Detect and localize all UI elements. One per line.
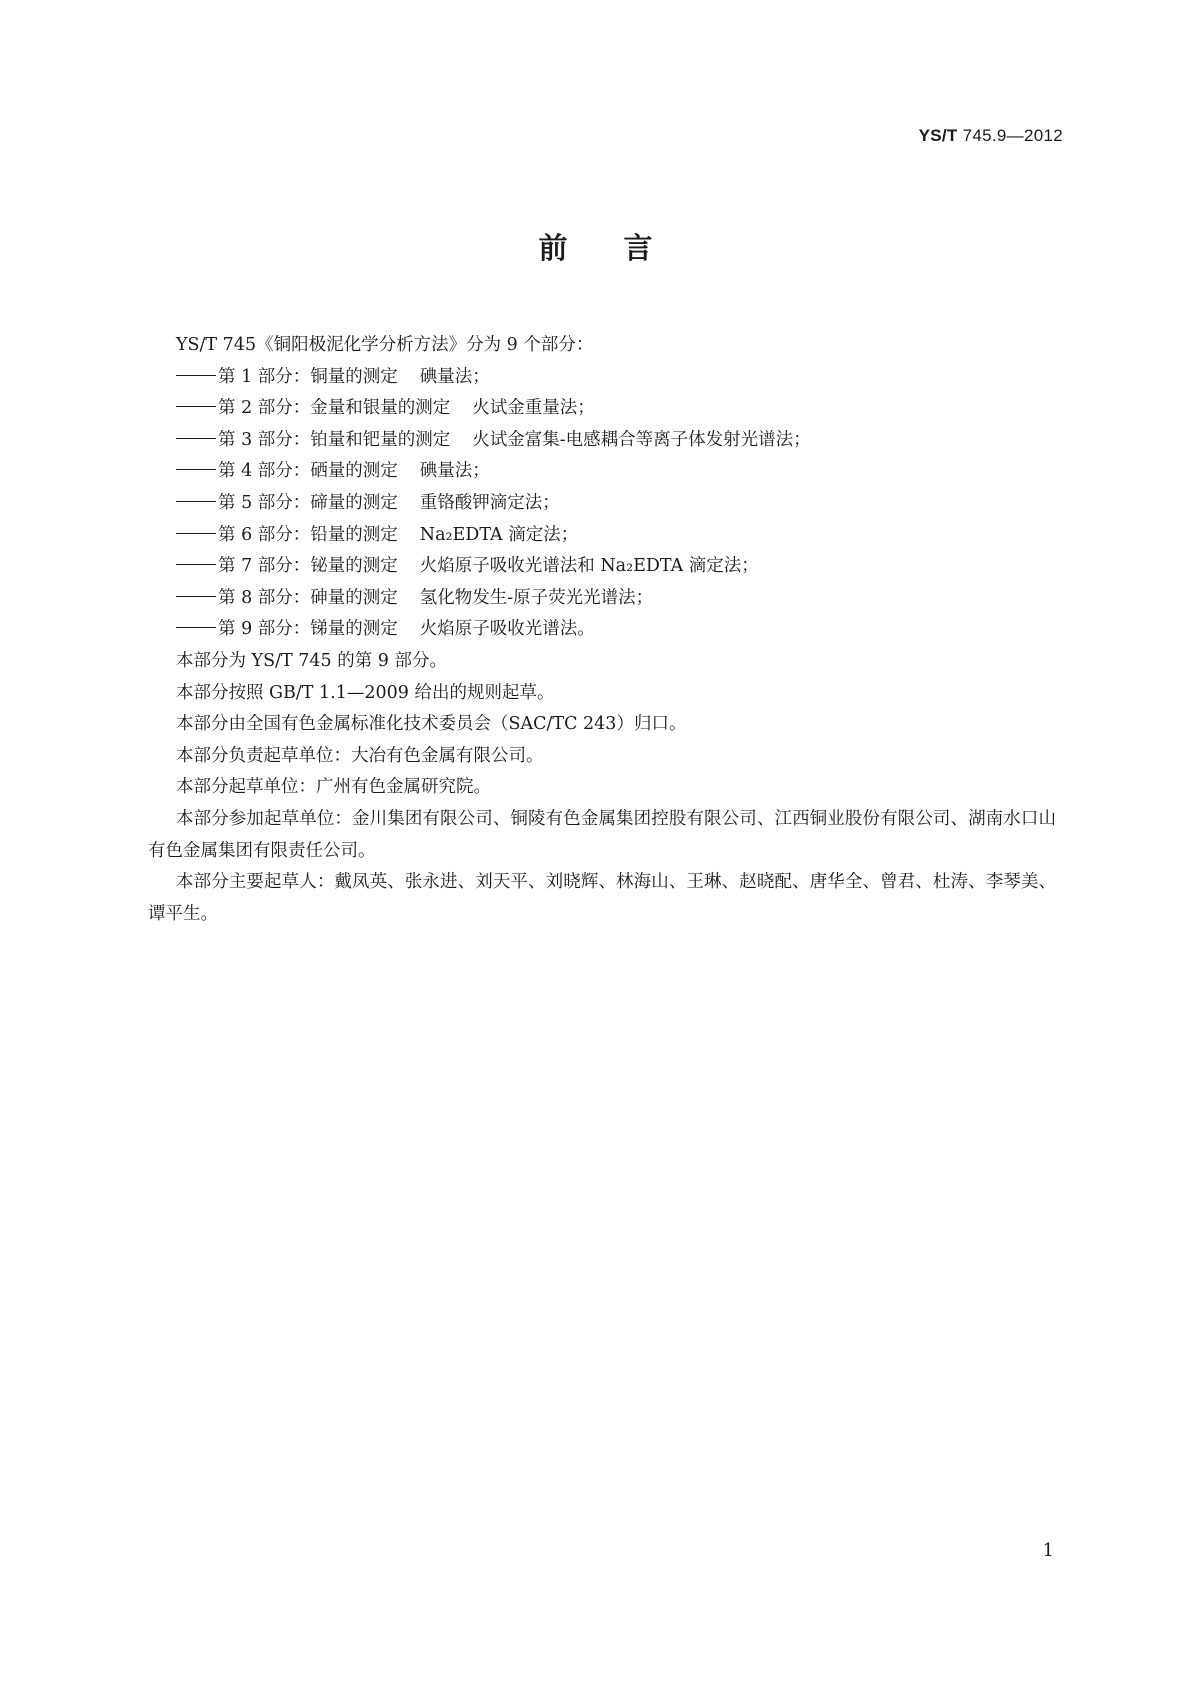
- part-label: 第 7 部分：铋量的测定: [218, 556, 398, 577]
- part-label: 第 9 部分：锑量的测定: [218, 619, 398, 640]
- standard-code: [919, 126, 1063, 146]
- part-method: 碘量法；: [419, 461, 490, 482]
- list-item: [148, 614, 1056, 646]
- standard-prefix: YS/T: [918, 126, 958, 145]
- paragraph: 本部分起草单位：广州有色金属研究院。: [176, 777, 491, 798]
- em-dash-mark: [176, 627, 216, 628]
- part-method: 火焰原子吸收光谱法和 Na₂EDTA 滴定法；: [419, 556, 759, 577]
- part-label: 第 5 部分：碲量的测定: [218, 492, 398, 513]
- intro-paragraph: YS/T 745《铜阳极泥化学分析方法》分为 9 个部分：: [176, 335, 594, 355]
- standard-number: 745.9—2012: [957, 126, 1063, 145]
- foreword-body: [148, 330, 1056, 930]
- paragraph: 本部分主要起草人：戴凤英、张永进、刘天平、刘晓辉、林海山、王琳、赵晓配、唐华全、曾君、杜涛、李琴美、谭平生。: [148, 872, 1056, 924]
- paragraph: 本部分为 YS/T 745 的第 9 部分。: [176, 650, 447, 671]
- list-item: [148, 456, 1056, 488]
- em-dash-mark: [176, 533, 216, 534]
- part-label: 第 4 部分：硒量的测定: [218, 461, 398, 482]
- list-item: [148, 488, 1056, 520]
- part-method: Na₂EDTA 滴定法；: [419, 524, 579, 545]
- part-label: 第 2 部分：金量和银量的测定: [218, 398, 451, 419]
- part-method: 重铬酸钾滴定法；: [419, 492, 560, 513]
- paragraph: 本部分按照 GB/T 1.1—2009 给出的规则起草。: [176, 682, 555, 703]
- em-dash-mark: [176, 596, 216, 597]
- list-item: [148, 520, 1056, 552]
- part-label: 第 6 部分：铅量的测定: [218, 524, 398, 545]
- part-method: 氢化物发生-原子荧光光谱法；: [419, 587, 654, 608]
- part-label: 第 8 部分：砷量的测定: [218, 587, 398, 608]
- em-dash-mark: [176, 564, 216, 565]
- paragraph: 本部分负责起草单位：大冶有色金属有限公司。: [176, 745, 544, 766]
- part-label: 第 3 部分：铂量和钯量的测定: [218, 429, 451, 450]
- part-method: 火试金重量法；: [472, 398, 595, 419]
- part-method: 火试金富集-电感耦合等离子体发射光谱法；: [472, 429, 811, 450]
- paragraph: 本部分参加起草单位：金川集团有限公司、铜陵有色金属集团控股有限公司、江西铜业股份有限公司、湖南水口山有色金属集团有限责任公司。: [148, 808, 1056, 861]
- em-dash-mark: [176, 438, 216, 439]
- em-dash-mark: [176, 501, 216, 502]
- page-title: 前言: [538, 231, 709, 265]
- part-method: 火焰原子吸收光谱法。: [419, 619, 595, 640]
- em-dash-mark: [176, 469, 216, 470]
- list-item: [148, 425, 1056, 457]
- list-item: [148, 362, 1056, 394]
- page-number: 1: [1042, 1540, 1054, 1561]
- em-dash-mark: [176, 406, 216, 407]
- list-item: [148, 551, 1056, 583]
- list-item: [148, 393, 1056, 425]
- em-dash-mark: [176, 375, 216, 376]
- part-method: 碘量法；: [419, 366, 490, 387]
- part-label: 第 1 部分：铜量的测定: [218, 366, 398, 387]
- paragraph: 本部分由全国有色金属标准化技术委员会（SAC/TC 243）归口。: [176, 714, 687, 735]
- list-item: [148, 583, 1056, 615]
